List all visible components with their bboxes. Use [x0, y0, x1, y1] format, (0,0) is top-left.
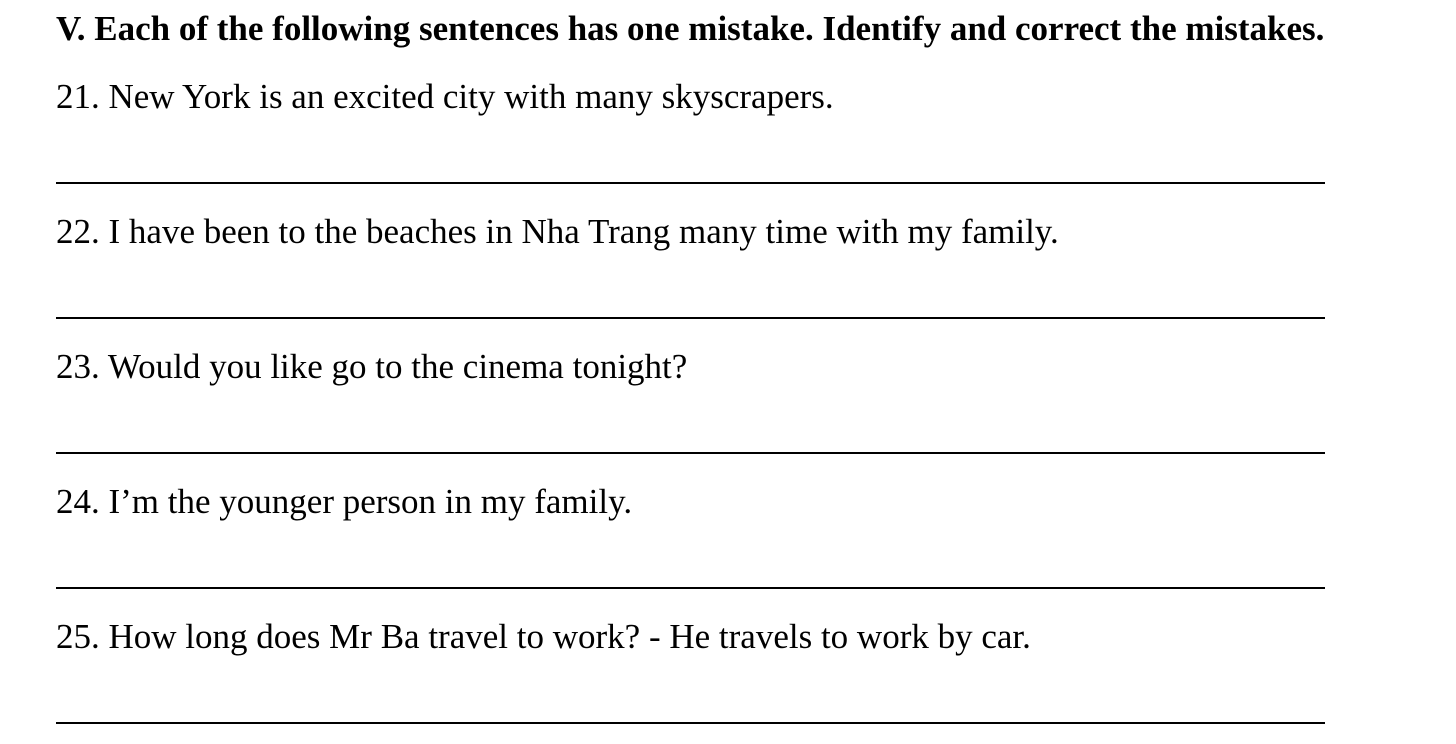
question-24: 24. I’m the younger person in my family. — [56, 482, 633, 521]
answer-line-23 — [56, 452, 1325, 454]
question-22: 22. I have been to the beaches in Nha Trang many time with my family. — [56, 212, 1059, 251]
question-25: 25. How long does Mr Ba travel to work? - He travels to work by car. — [56, 617, 1031, 656]
answer-line-21 — [56, 182, 1325, 184]
answer-line-22 — [56, 317, 1325, 319]
answer-line-25 — [56, 722, 1325, 724]
exercise-heading: V. Each of the following sentences has one mistake. Identify and correct the mistakes. — [56, 9, 1325, 48]
question-23: 23. Would you like go to the cinema tonight? — [56, 347, 688, 386]
question-21: 21. New York is an excited city with many skyscrapers. — [56, 77, 834, 116]
answer-line-24 — [56, 587, 1325, 589]
